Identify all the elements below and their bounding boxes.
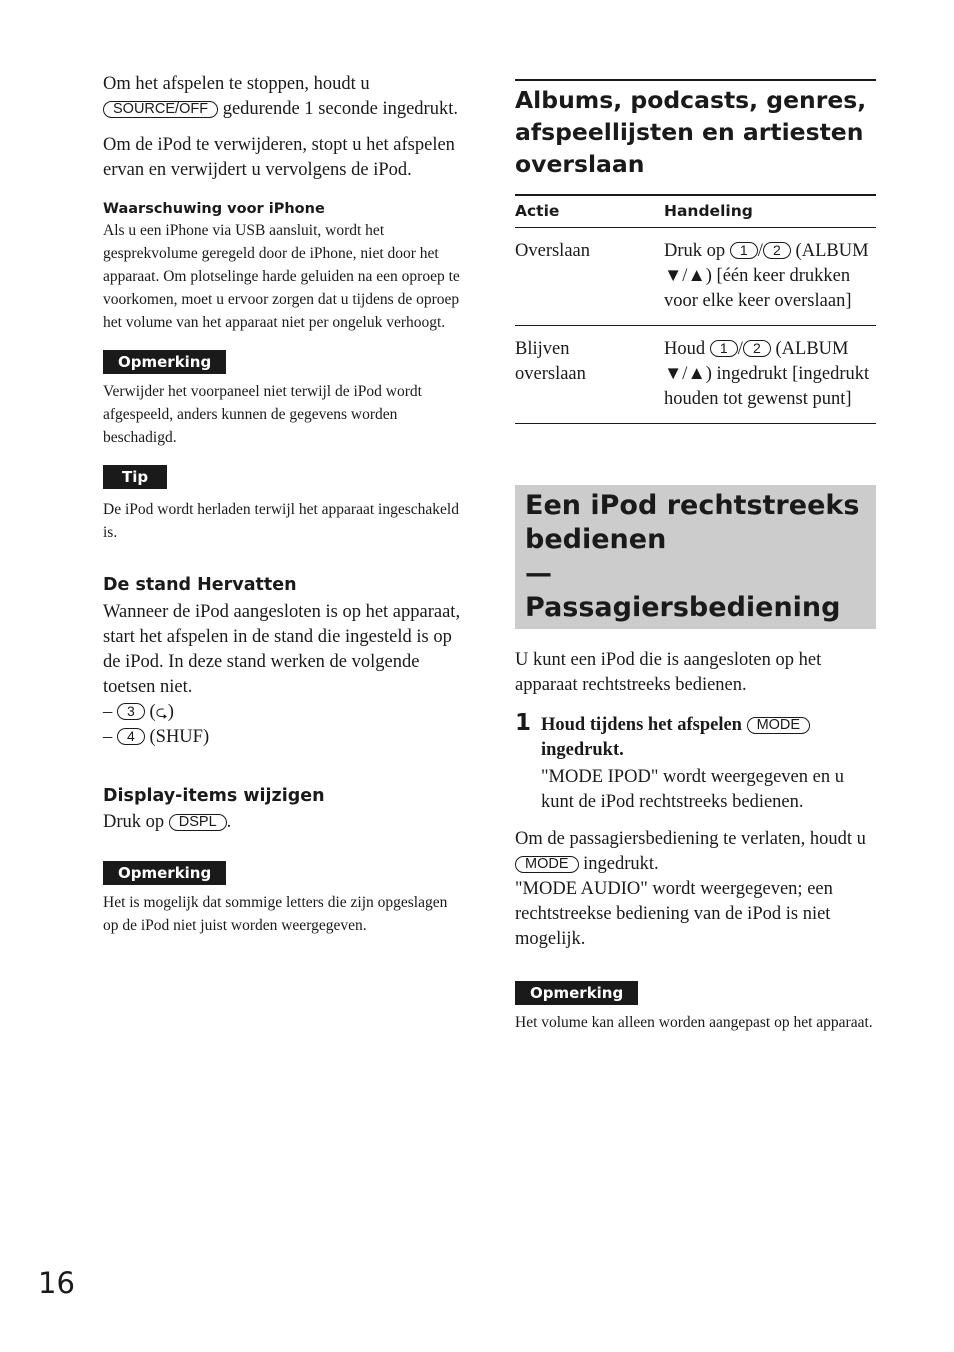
table-header-action: Actie xyxy=(515,195,664,228)
note2-block xyxy=(103,861,465,937)
step-instruction xyxy=(541,713,876,763)
slash: / xyxy=(737,339,743,359)
key-2: 2 xyxy=(763,242,791,259)
note1-text: Verwijder het voorpaneel niet terwijl de iPod wordt afgespeeld, anders kunnen de gegevens worden beschadigd. xyxy=(103,383,422,446)
table-row xyxy=(515,326,876,424)
display-text-pre: Druk op xyxy=(103,812,165,832)
right-column xyxy=(515,79,876,1034)
warning-text: Als u een iPhone via USB aansluit, wordt het gesprekvolume geregeld door de iPhone, niet door het apparaat. Om plotselinge harde geluiden na een oproep te voorkomen, moet u ervoor zorgen dat u tijdens de oproep het volume van het apparaat niet per ongeluk verhoogt. xyxy=(103,222,460,331)
note2-label: Opmerking xyxy=(103,861,226,885)
step-text-pre: Houd tijdens het afspelen xyxy=(541,715,742,735)
remove-instruction: Om de iPod te verwijderen, stopt u het afspelen ervan en verwijdert u vervolgens de iPod. xyxy=(103,135,455,180)
resume-item-repeat xyxy=(103,700,465,725)
display-instruction xyxy=(103,810,465,835)
slash: / xyxy=(757,241,763,261)
tip-text: De iPod wordt herladen terwijl het apparaat ingeschakeld is. xyxy=(103,501,459,541)
exit-result: "MODE AUDIO" wordt weergegeven; een rechtstreekse bediening van de iPod is niet mogelijk. xyxy=(515,879,833,949)
table-header-handling: Handeling xyxy=(664,195,876,228)
step-1 xyxy=(515,710,876,815)
note3-block xyxy=(515,981,876,1034)
paren-open: ( xyxy=(149,702,156,722)
key-4: 4 xyxy=(117,728,145,745)
key-1: 1 xyxy=(710,340,738,357)
dash: – xyxy=(103,702,113,722)
resume-text: Wanneer de iPod aangesloten is op het apparaat, start het afspelen in de stand die ingesteld is op de iPod. In deze stand werken de volgende toetsen niet. xyxy=(103,602,461,697)
skip-table xyxy=(515,194,876,424)
note3-label: Opmerking xyxy=(515,981,638,1005)
passenger-intro: U kunt een iPod die is aangesloten op het apparaat rechtstreeks bedienen. xyxy=(515,650,822,695)
key-2: 2 xyxy=(743,340,771,357)
skip-section-rule xyxy=(515,79,876,81)
table-header-row xyxy=(515,195,876,228)
table-cell-action: Blijven overslaan xyxy=(515,326,664,424)
passenger-section-title xyxy=(515,485,876,629)
table-row xyxy=(515,228,876,326)
table-cell-handling xyxy=(664,228,876,326)
paren-close: ) xyxy=(167,702,174,722)
handling-post: (ALBUM ▼/▲) [één keer drukken voor elke keer overslaan] xyxy=(664,241,869,311)
stop-instruction xyxy=(103,72,465,122)
source-off-key: SOURCE/OFF xyxy=(103,101,218,118)
dspl-key: DSPL xyxy=(169,814,227,831)
table-cell-handling xyxy=(664,326,876,424)
shuf-label: (SHUF) xyxy=(149,727,210,747)
exit-text-pre: Om de passagiersbediening te verlaten, houdt u xyxy=(515,829,866,849)
step-result: "MODE IPOD" wordt weergegeven en u kunt de iPod rechtstreeks bedienen. xyxy=(541,767,844,812)
note1-label: Opmerking xyxy=(103,350,226,374)
warning-title: Waarschuwing voor iPhone xyxy=(103,201,325,217)
resume-title: De stand Hervatten xyxy=(103,575,297,595)
repeat-icon: ⮎ xyxy=(155,703,168,721)
mode-key: MODE xyxy=(515,856,579,873)
stop-text-post: gedurende 1 seconde ingedrukt. xyxy=(222,99,458,119)
table-cell-action: Overslaan xyxy=(515,228,664,326)
step-text-post: ingedrukt. xyxy=(541,740,624,760)
key-3: 3 xyxy=(117,703,145,720)
skip-section-title: Albums, podcasts, genres, afspeellijsten en artiesten overslaan xyxy=(515,86,867,178)
tip-block xyxy=(103,465,465,544)
note1-block xyxy=(103,350,465,449)
note3-text: Het volume kan alleen worden aangepast op het apparaat. xyxy=(515,1014,873,1031)
handling-post: (ALBUM ▼/▲) ingedrukt [ingedrukt houden tot gewenst punt] xyxy=(664,339,870,409)
left-column xyxy=(103,70,465,937)
passenger-title-line1: Een iPod rechtstreeks bedienen xyxy=(525,490,860,555)
display-title: Display-items wijzigen xyxy=(103,786,325,806)
exit-text-post: ingedrukt. xyxy=(583,854,659,874)
mode-key: MODE xyxy=(747,717,811,734)
tip-label: Tip xyxy=(103,465,167,489)
handling-pre: Druk op xyxy=(664,241,726,261)
resume-item-shuffle xyxy=(103,725,465,750)
display-text-post: . xyxy=(226,812,232,832)
exit-instruction xyxy=(515,827,876,877)
dash: – xyxy=(103,727,113,747)
key-1: 1 xyxy=(730,242,758,259)
handling-pre: Houd xyxy=(664,339,706,359)
step-number: 1 xyxy=(515,710,532,736)
stop-text-pre: Om het afspelen te stoppen, houdt u xyxy=(103,74,370,94)
page-number: 16 xyxy=(38,1266,75,1300)
note2-text: Het is mogelijk dat sommige letters die zijn opgeslagen op de iPod niet juist worden weergegeven. xyxy=(103,894,448,934)
passenger-title-line2: — Passagiersbediening xyxy=(525,558,841,623)
